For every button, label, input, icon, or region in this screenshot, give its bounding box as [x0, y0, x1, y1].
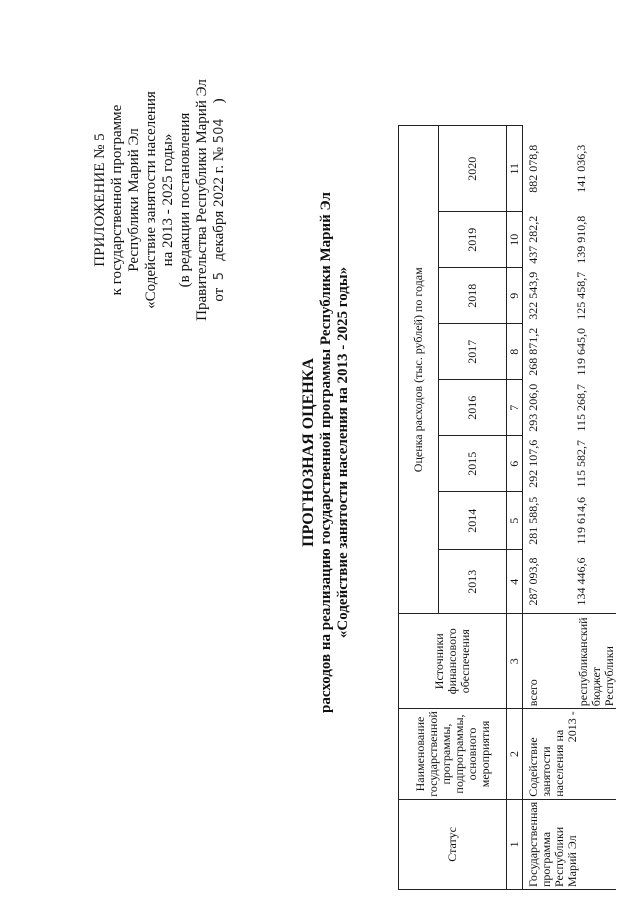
column-number: 2 [507, 709, 523, 800]
header-year: 2016 [439, 380, 507, 436]
row-status: Государственная программа Республики Марий Эл [523, 799, 616, 889]
date-day: 5 [212, 272, 227, 281]
appendix-line-6: (в редакции постановления [177, 112, 193, 288]
column-number: 4 [507, 550, 523, 614]
column-number: 7 [507, 380, 523, 436]
header-year: 2014 [439, 492, 507, 550]
row-source: республиканский бюджет Республики [573, 614, 616, 709]
column-number-row [507, 126, 523, 890]
column-number: 10 [507, 212, 523, 268]
value-cell: 125 458,7 [573, 271, 588, 320]
value-cell: 292 107,6 [526, 439, 540, 488]
value-cell: 268 871,2 [526, 327, 540, 376]
row-source: всего [523, 614, 573, 709]
value-cell: 119 645,0 [573, 327, 588, 376]
date-prefix: от [211, 287, 227, 302]
appendix-line-1: ПРИЛОЖЕНИЕ № 5 [92, 133, 108, 267]
appendix-block [92, 35, 228, 365]
header-year: 2020 [439, 126, 507, 212]
value-cell: 115 582,7 [573, 439, 588, 488]
appendix-line-4: «Содействие занятости населения [143, 91, 159, 309]
appendix-date-line [211, 35, 228, 365]
header-program-name: Наименование государственной программы, подпрограммы, основного мероприятия [399, 709, 507, 800]
value-cell: 437 282,2 [526, 215, 540, 264]
column-number: 9 [507, 268, 523, 324]
program-name-text: Содействие занятости населения на [526, 729, 566, 797]
value-cell: 322 543,9 [526, 271, 540, 320]
header-year: 2019 [439, 212, 507, 268]
header-funding-source: Источники финансового обеспечения [399, 614, 507, 709]
value-cell: 134 446,6 [573, 557, 588, 606]
table-row [523, 126, 573, 890]
column-number: 5 [507, 492, 523, 550]
date-number: 504 [212, 118, 227, 144]
title-line-3: «Содействие занятости населения на 2013 - 2025 годы» [335, 266, 351, 639]
header-year: 2018 [439, 268, 507, 324]
expenditure-table [398, 125, 616, 890]
value-cell: 139 910,8 [573, 215, 588, 264]
column-number: 8 [507, 324, 523, 380]
column-number: 3 [507, 614, 523, 709]
header-year: 2013 [439, 550, 507, 614]
appendix-line-5: на 2013 - 2025 годы» [160, 133, 176, 267]
header-status: Статус [399, 799, 507, 889]
appendix-line-3: Республики Марий Эл [126, 128, 142, 272]
value-cell: 115 268,7 [573, 383, 588, 432]
value-cell: 141 036,3 [573, 144, 588, 193]
column-number: 6 [507, 436, 523, 492]
column-number: 1 [507, 799, 523, 889]
date-close: ) [211, 98, 227, 104]
document-title [300, 0, 352, 905]
title-main: ПРОГНОЗНАЯ ОЦЕНКА [300, 358, 317, 547]
value-cell: 293 206,0 [526, 383, 540, 432]
appendix-line-7: Правительства Республики Марий Эл [194, 79, 210, 321]
date-month-year: декабря 2022 г. № [211, 146, 227, 261]
value-cell: 281 588,5 [526, 496, 540, 545]
appendix-line-2: к государственной программе [109, 104, 125, 296]
header-year: 2015 [439, 436, 507, 492]
value-cell: 119 614,6 [573, 496, 588, 545]
value-cell: 882 078,8 [526, 144, 540, 193]
header-year: 2017 [439, 324, 507, 380]
column-number: 11 [507, 126, 523, 212]
title-line-2: расходов на реализацию государственной программы Республики Марий Эл [318, 192, 334, 713]
value-cell: 287 093,8 [526, 557, 540, 606]
header-estimate: Оценка расходов (тыс. рублей) по годам [399, 126, 439, 614]
row-program-name [523, 709, 616, 800]
program-name-continued: 2013 - [565, 711, 579, 743]
